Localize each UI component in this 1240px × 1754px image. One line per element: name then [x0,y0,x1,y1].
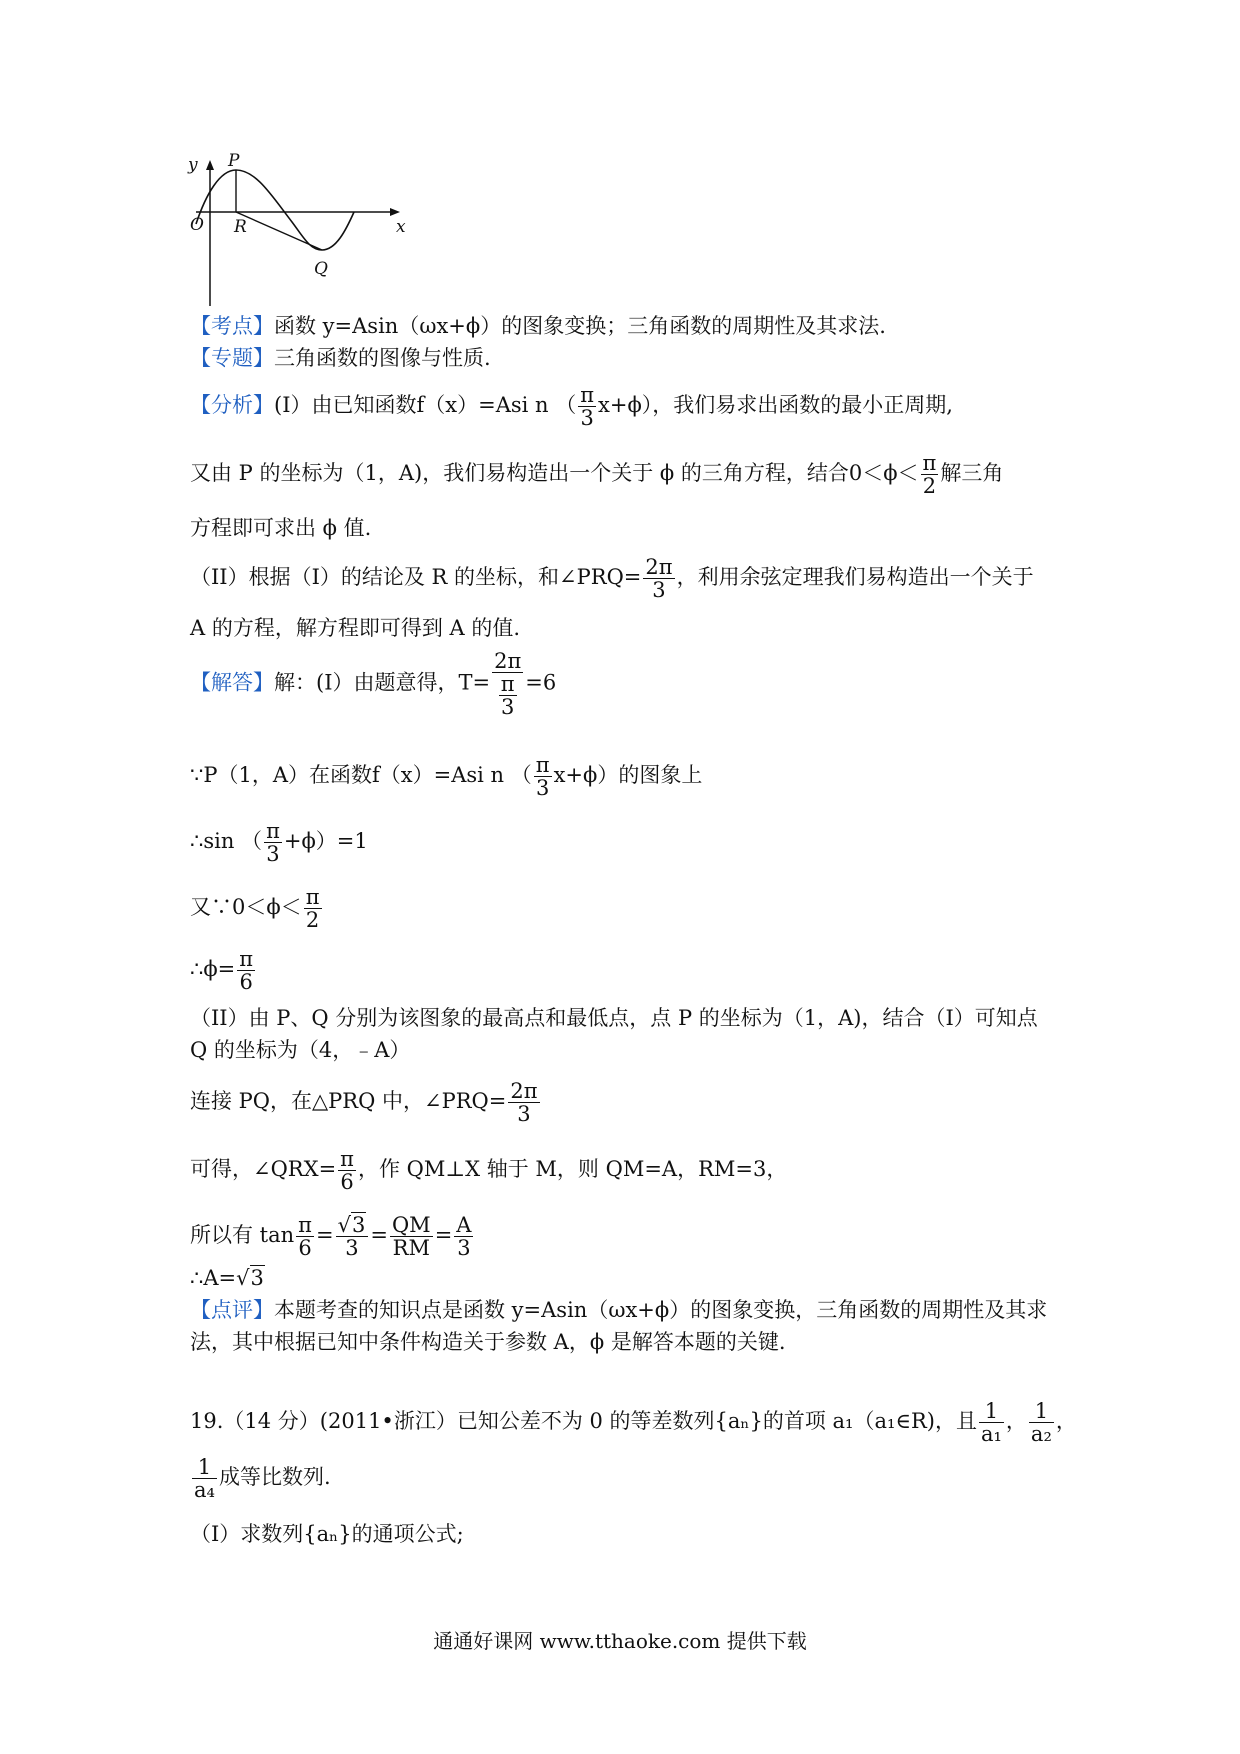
dianping-line-1 [190,1296,1047,1324]
fenxi-line-1 [190,384,953,429]
question-text: （Ⅰ）求数列{aₙ}的通项公式; [190,1522,464,1546]
jieda-text: Q 的坐标为（4，﹣A） [190,1038,411,1062]
jieda-line-4 [190,886,324,931]
fraction-denominator: 6 [340,1170,354,1195]
fraction-numerator: π [922,451,937,475]
fraction-numerator: 2π [645,555,673,579]
jieda-text: （II）由 P、Q 分别为该图象的最高点和最低点，点 P 的坐标为（1，A)，结合（I）可知点 [190,1006,1038,1030]
q19-line-2 [190,1456,331,1501]
fenxi-tag: 【分析】 [190,393,274,418]
equals-sign: = [315,1223,334,1248]
jieda-text: ∴sin （ [190,829,263,854]
fraction-denominator: 3 [535,776,550,801]
jieda-text: 连接 PQ，在△PRQ 中，∠PRQ= [190,1089,507,1114]
jieda-line-11 [190,1264,265,1292]
page-footer: 通通好课网 www.tthaoke.com 提供下载 [433,1629,807,1653]
fraction-numerator: QM [391,1213,431,1237]
fraction [979,1400,1004,1445]
fraction [454,1214,473,1259]
fraction [643,556,674,601]
fraction-numerator: 1 [1029,1400,1054,1423]
fraction [508,1080,539,1125]
fenxi-line-2 [190,452,1003,497]
jieda-text: ∵P（1，A）在函数f（x）=Asi n （ [190,763,532,788]
fraction-numerator: π [535,753,550,777]
fraction-denominator: a₂ [1030,1422,1052,1447]
zhuanti-line [190,344,491,372]
fenxi-text: ，利用余弦定理我们易构造出一个关于 [676,565,1034,590]
kaodian-tag: 【考点】 [190,314,274,338]
dianping-text: 法，其中根据已知中条件构造关于参数 A，ϕ 是解答本题的关键. [190,1330,786,1354]
jieda-line-2 [190,754,702,799]
fraction-numerator: A [456,1213,472,1237]
fraction [237,948,255,993]
label-q: Q [314,259,328,279]
label-y: y [188,155,198,175]
radicand: 3 [351,1213,366,1237]
sine-curve [196,170,354,250]
fraction-denominator: RM [392,1236,430,1261]
jieda-tag: 【解答】 [190,670,274,695]
fraction [390,1214,433,1259]
fraction-denominator: 6 [298,1236,312,1261]
jieda-text: 所以有 tan [190,1223,295,1248]
question-text: 19.（14 分）(2011•浙江）已知公差不为 0 的等差数列{aₙ}的首项 a₁（a₁∈R)，且 [190,1409,977,1434]
fenxi-text: 又由 P 的坐标为（1，A)，我们易构造出一个关于 ϕ 的三角方程，结合0＜ϕ＜ [190,461,919,486]
fenxi-line-3 [190,514,371,542]
kaodian-line [190,312,886,340]
q19-line-1 [190,1400,1077,1445]
fraction [264,820,282,865]
fraction-numerator: π [305,885,320,909]
fenxi-text: (I）由已知函数f（x）=Asi n （ [274,393,577,418]
fraction-numerator: 2π [510,1079,538,1103]
fraction-denominator: 3 [517,1102,531,1127]
label-p: P [228,151,240,171]
sqrt-expression: √3 [337,1213,366,1237]
jieda-text: +ϕ）=1 [283,829,368,854]
jieda-line-6 [190,1004,1038,1032]
kaodian-text: 函数 y=Asin（ωx+ϕ）的图象变换；三角函数的周期性及其求法. [274,314,886,338]
fraction-denominator [492,673,523,718]
fraction [1029,1400,1054,1445]
fraction-numerator: π [580,383,595,407]
jieda-text: ，作 QM⊥X 轴于 M，则 QM=A，RM=3， [357,1157,788,1182]
fraction-denominator: 6 [239,970,253,995]
jieda-text: x+ϕ）的图象上 [553,763,703,788]
fraction [336,1214,369,1259]
fenxi-text: A 的方程，解方程即可得到 A 的值. [190,616,521,640]
inner-fraction [499,673,517,718]
fraction [338,1148,356,1193]
x-axis-arrow [390,208,400,216]
fraction [578,384,596,429]
fraction-denominator: 3 [652,578,666,603]
compound-fraction [492,650,523,718]
fenxi-text: 方程即可求出 ϕ 值. [190,516,372,540]
sqrt-expression: √3 [236,1266,264,1290]
question-text: ， [1005,1409,1027,1434]
fraction [192,1456,217,1501]
jieda-text: 又∵0＜ϕ＜ [190,895,302,920]
equals-sign: = [434,1223,453,1248]
jieda-line-7 [190,1036,410,1064]
dianping-line-2 [190,1328,786,1356]
label-o: O [190,215,204,235]
jieda-text: 解：(I）由题意得，T= [274,670,491,695]
equals-sign: = [370,1223,388,1248]
y-axis-arrow [206,160,214,170]
fenxi-text: （II）根据（I）的结论及 R 的坐标，和∠PRQ= [190,565,642,590]
fraction-denominator: 3 [266,842,280,867]
fenxi-text: 解三角 [940,461,1004,486]
fraction [296,1214,314,1259]
fraction-numerator [336,1214,369,1237]
fraction-numerator: 1 [979,1400,1004,1423]
fraction-denominator: a₁ [980,1422,1002,1447]
fraction-denominator: 3 [500,695,515,720]
fraction-numerator: π [298,1213,312,1237]
jieda-text: =6 [525,670,557,695]
jieda-line-5 [190,948,257,993]
jieda-text: ∴A= [190,1266,237,1290]
label-r: R [234,217,247,237]
fenxi-line-4 [190,556,1034,601]
fraction [534,754,552,799]
jieda-line-1 [190,650,556,718]
jieda-text: 可得，∠QRX= [190,1157,337,1182]
radicand: 3 [250,1266,264,1290]
fraction-denominator: 3 [457,1236,471,1261]
jieda-text: ∴ϕ= [190,957,236,982]
label-x: x [396,217,406,237]
segment-rq [236,212,322,250]
fraction [304,886,322,931]
fraction-numerator: π [500,672,515,697]
jieda-line-8 [190,1080,542,1125]
fraction-denominator: 2 [922,474,937,499]
fraction-numerator: 1 [192,1456,217,1479]
fraction [921,452,939,497]
fraction-numerator: π [266,819,280,843]
dianping-text: 本题考查的知识点是函数 y=Asin（ωx+ϕ）的图象变换，三角函数的周期性及其求 [274,1298,1048,1322]
fraction-denominator: 3 [580,406,594,431]
fraction-denominator: 2 [305,908,320,933]
fraction-numerator: 2π [494,649,522,673]
fraction-numerator: π [239,947,254,971]
sine-graph-figure [188,151,412,306]
zhuanti-tag: 【专题】 [190,346,274,370]
fraction-numerator: π [340,1147,354,1171]
q19-line-3 [190,1520,464,1548]
jieda-line-9 [190,1148,787,1193]
question-text: ， [1055,1409,1077,1434]
fraction-denominator: 3 [345,1236,359,1261]
jieda-line-3 [190,820,368,865]
fenxi-text: x+ϕ），我们易求出函数的最小正周期, [598,393,953,418]
fraction-denominator: a₄ [194,1478,215,1503]
fenxi-line-5 [190,614,520,642]
question-text: 成等比数列. [218,1465,331,1490]
zhuanti-text: 三角函数的图像与性质. [274,346,491,370]
jieda-line-10 [190,1214,475,1259]
dianping-tag: 【点评】 [190,1298,274,1322]
